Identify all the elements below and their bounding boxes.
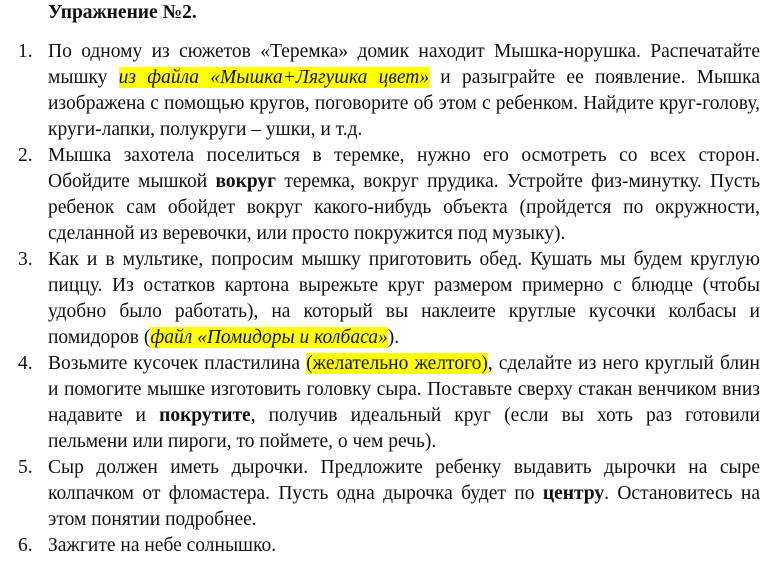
item-number: 6. xyxy=(18,535,33,556)
list-item xyxy=(18,143,760,247)
bold-keyword: центру xyxy=(542,483,605,504)
item-text: Сыр должен иметь дырочки. Предложите ребенку выдавить дырочки на сыре колпачком от фломастера. Пусть одна дырочка будет по xyxy=(48,457,760,504)
item-text: Мышка захотела поселиться в теремке, нужно его осмотреть со всех сторон. Обойдите мышкой xyxy=(48,145,760,192)
item-text: По одному из сюжетов «Теремка» домик находит Мышка-норушка. Распечатайте мышку xyxy=(48,41,760,88)
item-text: Возьмите кусочек пластилина xyxy=(48,353,307,374)
item-text: . Остановитесь на этом понятии подробнее. xyxy=(48,483,760,530)
item-number: 3. xyxy=(18,249,33,270)
bold-keyword: покрутите xyxy=(159,405,251,426)
list-item xyxy=(18,247,760,351)
list-item xyxy=(18,351,760,455)
exercise-title: Упражнение №2. xyxy=(48,2,197,23)
item-text: ). xyxy=(387,327,400,348)
highlighted-file-reference: из файла «Мышка+Лягушка цвет» xyxy=(118,67,430,88)
item-text: , получив идеальный круг (если вы хоть раз готовили пельмени или пироги, то поймете, о чем речь). xyxy=(48,405,760,452)
item-number: 5. xyxy=(18,457,33,478)
item-text: и разыграйте ее появление. Мышка изображена с помощью кругов, поговорите об этом с ребенком. Найдите круг-голову, круги-лапки, полукруги – ушки, и т.д. xyxy=(48,67,761,140)
item-text: Зажгите на небе солнышко. xyxy=(48,535,277,556)
item-text: Как и в мультике, попросим мышку приготовить обед. Кушать мы будем круглую пиццу. Из остатков картона вырежьте круг размером примерно с блюдце (чтобы удобно было работать), на который вы наклеите круглые кусочки колбасы и помидоров ( xyxy=(48,249,760,348)
item-number: 1. xyxy=(18,41,33,62)
item-number: 4. xyxy=(18,353,33,374)
highlighted-note: (желательно желтого) xyxy=(306,353,488,374)
highlighted-file-reference: файл «Помидоры и колбаса» xyxy=(150,327,388,348)
list-item xyxy=(18,39,760,143)
item-text: теремка, вокруг прудика. Устройте физ-минутку. Пусть ребенок сам обойдет вокруг какого-нибудь объекта (пройдется по окружности, сделанной из веревочки, или просто покружится под музыку). xyxy=(48,171,760,244)
item-number: 2. xyxy=(18,145,33,166)
item-text: , сделайте из него круглый блин и помогите мышке изготовить головку сыра. Поставьте сверху стакан венчиком вниз надавите и xyxy=(48,353,760,426)
bold-keyword: вокруг xyxy=(215,171,277,192)
exercise-list xyxy=(18,39,760,559)
list-item xyxy=(18,533,760,559)
list-item xyxy=(18,455,760,533)
